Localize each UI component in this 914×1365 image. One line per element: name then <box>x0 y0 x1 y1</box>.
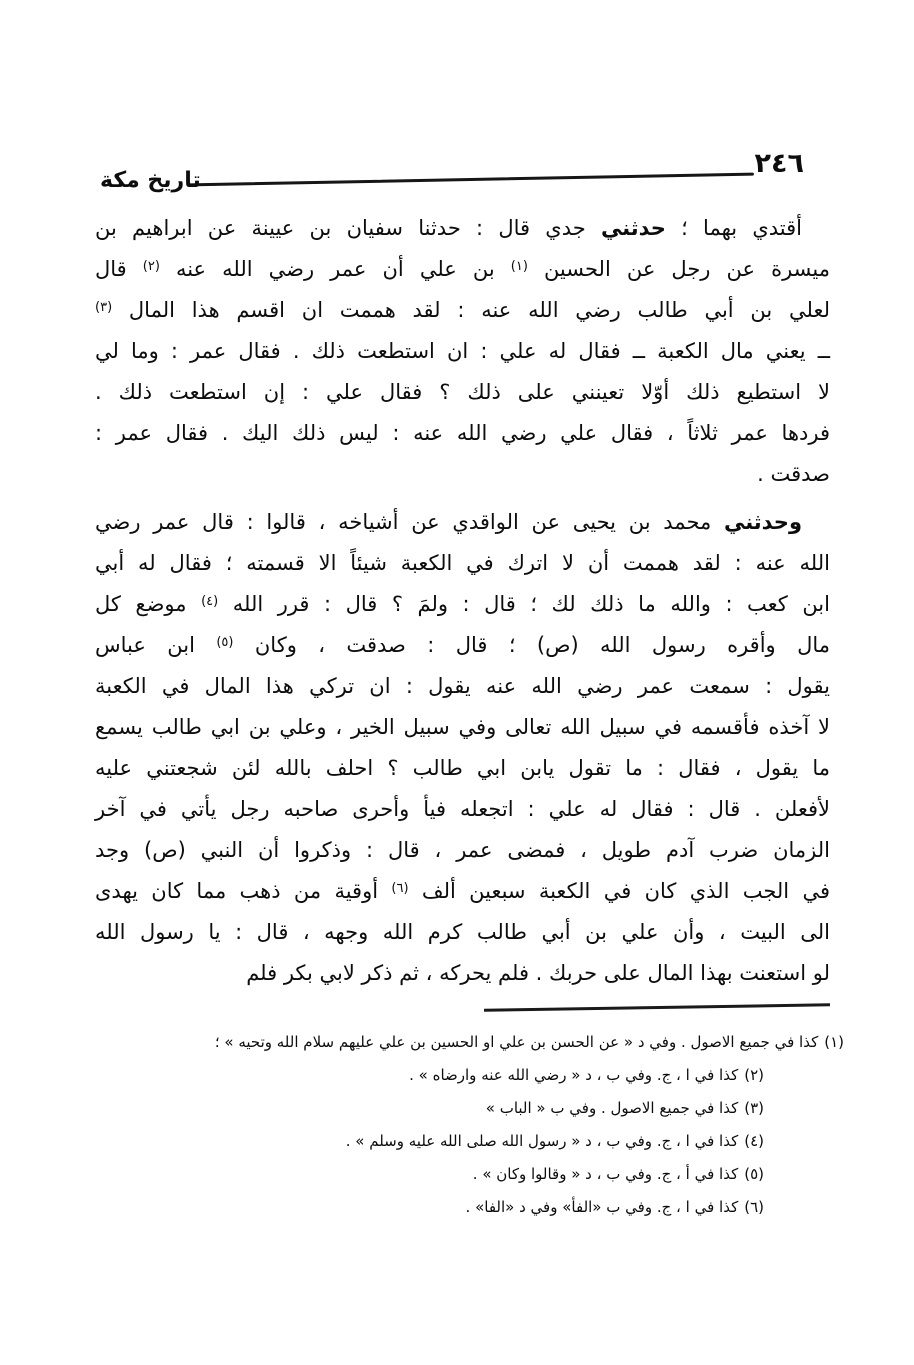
text-segment: ما يقول ، فقال : ما تقول يابن ابي طالب ؟ احلف بالله لئن شجعتني عليه <box>95 756 830 780</box>
footnote-item <box>60 1191 764 1224</box>
footnotes <box>60 1026 844 1224</box>
text-line <box>95 830 830 871</box>
text-segment: محمد بن يحيى عن الواقدي عن أشياخه ، قالوا : قال عمر رضي <box>95 510 724 534</box>
footnote-ref: (١) <box>510 259 528 274</box>
text-line <box>95 748 830 789</box>
footnote-item <box>60 1092 764 1125</box>
text-line <box>95 871 830 912</box>
footnote-text: كذا في ا ، ج. وفي ب «الفأ» وفي د «الفا» . <box>465 1198 739 1216</box>
text-segment: لأفعلن . قال : فقال له علي : اتجعله فيأ وأحرى صاحبه رجل يأتي في آخر <box>95 797 830 821</box>
book-title: تاريخ مكة <box>100 168 201 193</box>
footnote-number: (٤) <box>744 1132 764 1150</box>
text-line <box>95 789 830 830</box>
text-line <box>95 912 830 953</box>
text-line <box>95 290 830 331</box>
footnote-ref: (٢) <box>142 259 160 274</box>
footnote-text: كذا في جميع الاصول . وفي د « عن الحسن بن علي او الحسين بن علي عليهم سلام الله وتحيه » ؛ <box>214 1033 819 1051</box>
page-header <box>0 0 914 205</box>
text-segment: في الجب الذي كان في الكعبة سبعين ألف <box>408 879 830 903</box>
text-segment: ابن عباس <box>95 633 217 657</box>
text-line <box>95 331 830 372</box>
text-segment: يقول : سمعت عمر رضي الله عنه يقول : ان تركي هذا المال في الكعبة <box>95 674 830 698</box>
text-line <box>95 413 830 454</box>
footnote-number: (١) <box>824 1033 844 1051</box>
paragraph-2 <box>95 502 830 994</box>
page-number: ٢٤٦ <box>754 148 804 179</box>
text-segment: لا آخذه فأقسمه في سبيل الله تعالى وفي سبيل الخير ، وعلي بن ابي طالب يسمع <box>95 715 830 739</box>
text-line <box>95 249 830 290</box>
footnote-ref: (٥) <box>216 635 234 650</box>
text-segment: قال <box>95 257 143 281</box>
footnote-text: كذا في جميع الاصول . وفي ب « الباب » <box>485 1099 739 1117</box>
text-segment: أوقية من ذهب مما كان يهدى <box>95 879 392 903</box>
text-segment: الزمان ضرب آدم طويل ، فمضى عمر ، قال : وذكروا أن النبي (ص) وجد <box>95 838 830 862</box>
bold-lead-word: وحدثني <box>723 510 802 534</box>
text-segment: ميسرة عن رجل عن الحسين <box>527 257 830 281</box>
text-line <box>95 502 830 543</box>
text-segment: جدي قال : حدثنا سفيان بن عيينة عن ابراهيم بن <box>95 216 601 240</box>
text-segment: لو استعنت بهذا المال على حربك . فلم يحركه ، ثم ذكر لابي بكر فلم <box>246 961 830 985</box>
footnote-item <box>60 1158 764 1191</box>
footnote-text: كذا في ا ، ج. وفي ب ، د « رسول الله صلى الله عليه وسلم » . <box>345 1132 739 1150</box>
footnote-item <box>60 1026 844 1059</box>
footnote-number: (٣) <box>744 1099 764 1117</box>
footnote-ref: (٦) <box>391 881 409 896</box>
footnote-text: كذا في أ ، ج. وفي ب ، د « وقالوا وكان » . <box>472 1165 739 1183</box>
text-segment: فردها عمر ثلاثاً ، فقال علي رضي الله عنه : ليس ذلك اليك . فقال عمر : <box>95 421 830 445</box>
footnote-text: كذا في ا ، ج. وفي ب ، د « رضي الله عنه وارضاه » . <box>409 1066 739 1084</box>
footnote-ref: (٤) <box>201 594 219 609</box>
text-segment: موضع كل <box>95 592 202 616</box>
text-segment: لعلي بن أبي طالب رضي الله عنه : لقد هممت ان اقسم هذا المال <box>112 298 830 322</box>
footnote-item <box>60 1059 764 1092</box>
bold-lead-word: حدثني <box>600 216 666 240</box>
footnote-number: (٢) <box>744 1066 764 1084</box>
text-segment: ابن كعب : والله ما ذلك لك ؛ قال : ولمَ ؟ قال : قرر الله <box>218 592 830 616</box>
text-segment: بن علي أن عمر رضي الله عنه <box>159 257 511 281</box>
footnote-ref: (٣) <box>95 300 113 315</box>
text-line <box>95 707 830 748</box>
text-line <box>95 953 830 994</box>
text-line <box>95 208 830 249</box>
text-line <box>95 543 830 584</box>
text-segment: صدقت . <box>757 462 830 486</box>
footnotes-divider <box>484 1003 830 1011</box>
footnote-number: (٦) <box>744 1198 764 1216</box>
footnote-item <box>60 1125 764 1158</box>
text-segment: لا استطيع ذلك أوّلا تعينني على ذلك ؟ فقال علي : إن استطعت ذلك . <box>95 380 830 404</box>
paragraph-1 <box>95 208 830 495</box>
text-line <box>95 584 830 625</box>
text-line <box>95 625 830 666</box>
text-line <box>95 454 830 495</box>
text-line <box>95 666 830 707</box>
footnote-number: (٥) <box>744 1165 764 1183</box>
text-segment: ــ يعني مال الكعبة ــ فقال له علي : ان استطعت ذلك . فقال عمر : وما لي <box>95 339 830 363</box>
header-rule <box>188 173 754 187</box>
text-line <box>95 372 830 413</box>
text-segment: الله عنه : لقد هممت أن لا اترك في الكعبة شيئاً الا قسمته ؛ فقال له أبي <box>95 551 830 575</box>
body-text <box>95 208 830 1001</box>
text-segment: الى البيت ، وأن علي بن أبي طالب كرم الله وجهه ، قال : يا رسول الله <box>95 920 830 944</box>
text-segment: أقتدي بهما ؛ <box>665 216 803 240</box>
text-segment: مال وأقره رسول الله (ص) ؛ قال : صدقت ، وكان <box>233 633 830 657</box>
